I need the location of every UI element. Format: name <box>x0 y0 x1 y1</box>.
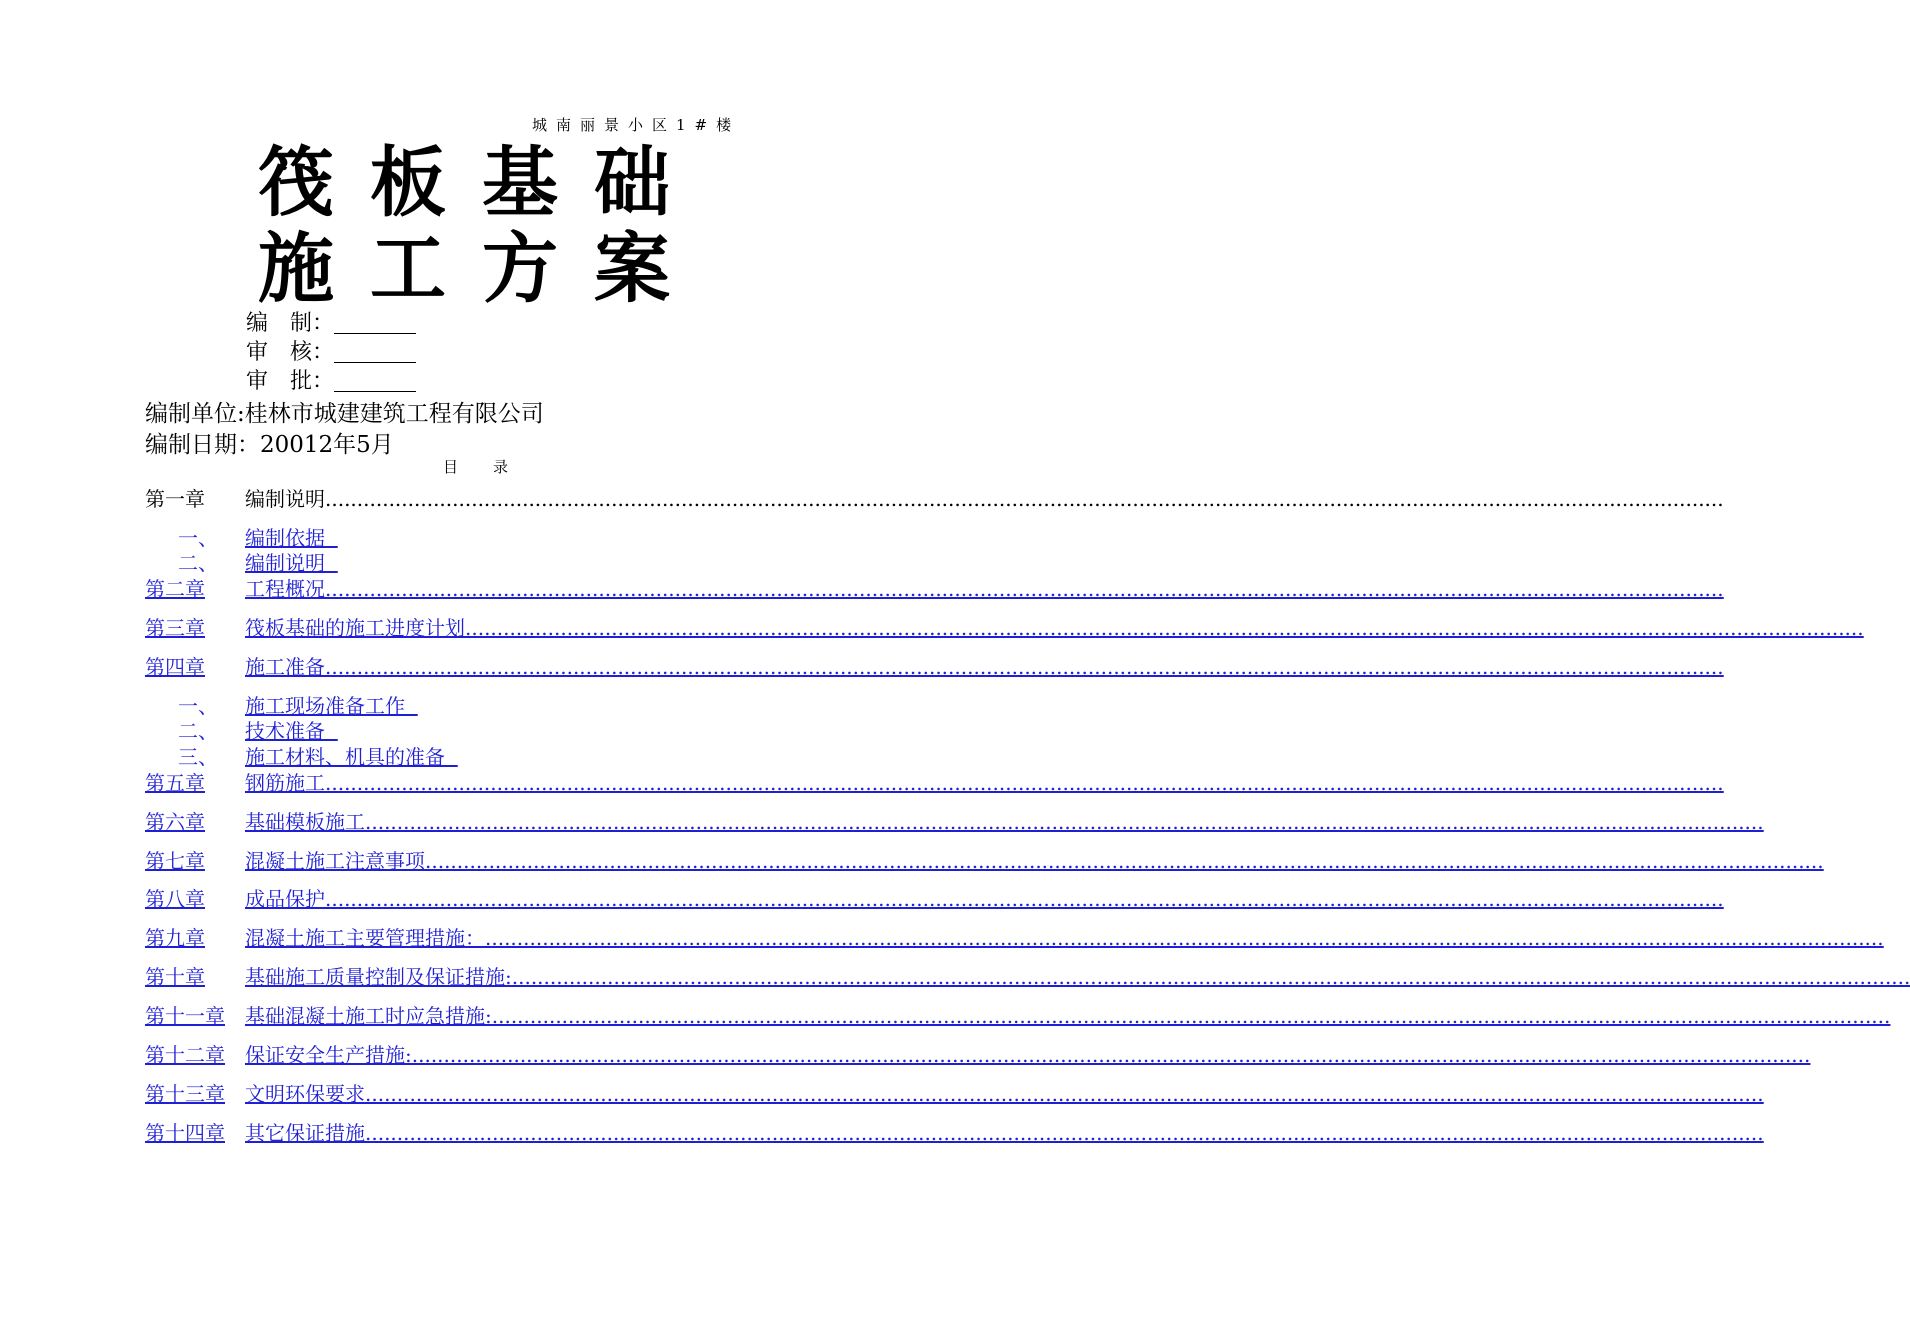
toc-sub-entry[interactable] <box>178 526 338 550</box>
toc-entry <box>145 487 1724 511</box>
document-title-line2: 施工方案 <box>258 224 706 313</box>
toc-leader-dots: ............................................................................................................................................................................................................................ <box>325 487 1724 511</box>
toc-leader-dots: ............................................................................................................................................................................................................................ <box>425 849 1824 873</box>
toc-sub-title: 编制依据 <box>245 526 338 550</box>
toc-chapter-number: 第二章 <box>145 577 205 601</box>
toc-leader-dots: ............................................................................................................................................................................................................................ <box>325 771 1724 795</box>
toc-chapter-title: 基础混凝土施工时应急措施: <box>245 1004 492 1028</box>
toc-entry[interactable] <box>145 1121 1764 1145</box>
toc-leader-dots: ............................................................................................................................................................................................................................ <box>325 887 1724 911</box>
toc-chapter-title: 成品保护 <box>245 887 325 911</box>
toc-entry[interactable] <box>145 965 1910 989</box>
toc-leader-dots: ............................................................................................................................................................................................................................ <box>465 616 1864 640</box>
toc-chapter-title: 基础施工质量控制及保证措施: <box>245 965 512 989</box>
toc-chapter-number: 第四章 <box>145 655 205 679</box>
toc-entry[interactable] <box>145 1004 1891 1028</box>
compiling-date: 编制日期：20012年5月 <box>145 432 394 458</box>
toc-entry[interactable] <box>145 616 1864 640</box>
sign-row-review <box>246 339 416 367</box>
sign-row-compile <box>246 310 416 338</box>
toc-chapter-number: 第一章 <box>145 487 205 511</box>
toc-sub-number: 二、 <box>178 719 218 743</box>
toc-entry[interactable] <box>145 887 1724 911</box>
toc-entry[interactable] <box>145 926 1884 950</box>
toc-leader-dots: ............................................................................................................................................................................................................................ <box>491 1004 1891 1028</box>
toc-entry[interactable] <box>145 810 1764 834</box>
sign-blank <box>334 369 416 392</box>
toc-chapter-title: 混凝土施工注意事项 <box>245 849 425 873</box>
toc-entry[interactable] <box>145 655 1724 679</box>
toc-sub-entry[interactable] <box>178 694 418 718</box>
toc-chapter-title: 编制说明 <box>245 487 325 511</box>
sign-label: 审 核： <box>246 340 335 365</box>
compiling-unit: 编制单位:桂林市城建建筑工程有限公司 <box>145 401 544 427</box>
toc-chapter-title: 工程概况 <box>245 577 325 601</box>
toc-leader-dots: ............................................................................................................................................................................................................................ <box>511 965 1910 989</box>
toc-entry[interactable] <box>145 577 1724 601</box>
toc-entry[interactable] <box>145 1082 1764 1106</box>
toc-sub-number: 三、 <box>178 745 218 769</box>
document-title-line1: 筏板基础 <box>258 138 706 227</box>
toc-sub-entry[interactable] <box>178 551 338 575</box>
toc-title-b: 录 <box>493 458 509 476</box>
toc-sub-title: 技术准备 <box>245 719 338 743</box>
toc-leader-dots: ............................................................................................................................................................................................................................ <box>485 926 1884 950</box>
toc-entry[interactable] <box>145 849 1824 873</box>
sign-label: 审 批： <box>246 369 335 394</box>
toc-sub-number: 一、 <box>178 526 218 550</box>
toc-entry[interactable] <box>145 771 1724 795</box>
toc-title <box>443 456 543 477</box>
toc-title-a: 目 <box>443 458 459 476</box>
toc-chapter-title: 基础模板施工 <box>245 810 365 834</box>
toc-sub-title: 施工现场准备工作 <box>245 694 418 718</box>
toc-chapter-number: 第十四章 <box>145 1121 225 1145</box>
toc-chapter-title: 施工准备 <box>245 655 325 679</box>
toc-chapter-number: 第八章 <box>145 887 205 911</box>
sign-blank <box>334 340 416 363</box>
toc-chapter-number: 第六章 <box>145 810 205 834</box>
toc-leader-dots: ............................................................................................................................................................................................................................ <box>325 655 1724 679</box>
sign-label: 编 制： <box>246 311 335 336</box>
toc-leader-dots: ............................................................................................................................................................................................................................ <box>411 1043 1811 1067</box>
sign-row-approve <box>246 368 416 396</box>
toc-sub-entry[interactable] <box>178 719 338 743</box>
toc-chapter-number: 第九章 <box>145 926 205 950</box>
toc-chapter-number: 第五章 <box>145 771 205 795</box>
toc-chapter-title: 钢筋施工 <box>245 771 325 795</box>
toc-chapter-title: 筏板基础的施工进度计划 <box>245 616 465 640</box>
sign-blank <box>334 311 416 334</box>
toc-chapter-number: 第十三章 <box>145 1082 225 1106</box>
toc-sub-number: 一、 <box>178 694 218 718</box>
toc-chapter-title: 混凝土施工主要管理措施： <box>245 926 485 950</box>
toc-chapter-number: 第三章 <box>145 616 205 640</box>
toc-leader-dots: ............................................................................................................................................................................................................................ <box>365 1121 1764 1145</box>
toc-sub-entry[interactable] <box>178 745 458 769</box>
toc-chapter-title: 其它保证措施 <box>245 1121 365 1145</box>
toc-sub-title: 编制说明 <box>245 551 338 575</box>
toc-leader-dots: ............................................................................................................................................................................................................................ <box>365 1082 1764 1106</box>
toc-chapter-number: 第十二章 <box>145 1043 225 1067</box>
toc-leader-dots: ............................................................................................................................................................................................................................ <box>325 577 1724 601</box>
toc-chapter-number: 第七章 <box>145 849 205 873</box>
toc-chapter-number: 第十一章 <box>145 1004 225 1028</box>
toc-leader-dots: ............................................................................................................................................................................................................................ <box>365 810 1764 834</box>
toc-sub-title: 施工材料、机具的准备 <box>245 745 458 769</box>
toc-entry[interactable] <box>145 1043 1811 1067</box>
toc-chapter-title: 文明环保要求 <box>245 1082 365 1106</box>
project-name: 城南丽景小区1#楼 <box>532 116 741 134</box>
toc-chapter-number: 第十章 <box>145 965 205 989</box>
toc-sub-number: 二、 <box>178 551 218 575</box>
toc-chapter-title: 保证安全生产措施: <box>245 1043 412 1067</box>
